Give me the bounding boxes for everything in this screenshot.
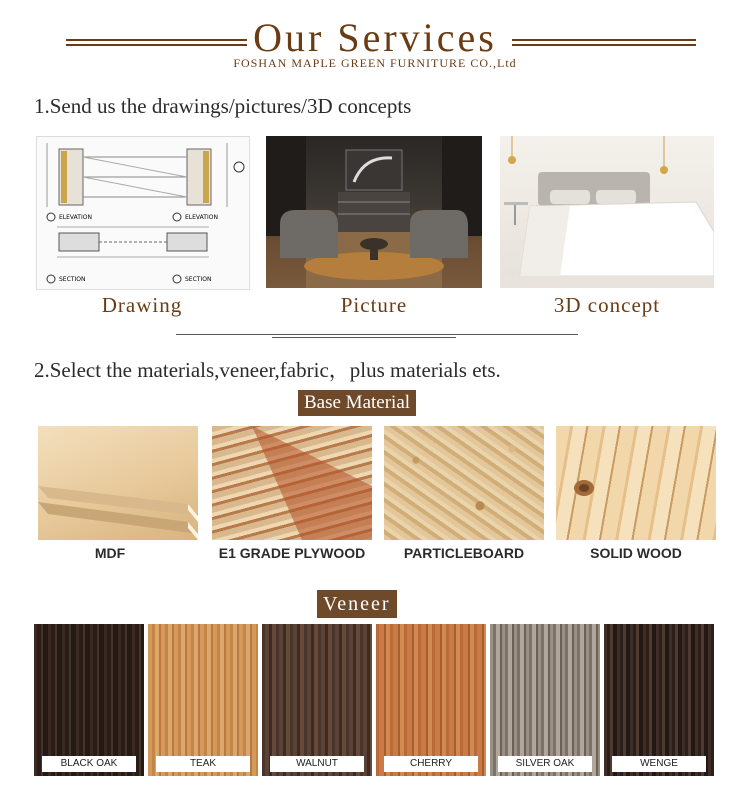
plywood-image [212, 426, 372, 540]
veneer-badge: Veneer [317, 590, 397, 618]
veneer-label-walnut: WALNUT [270, 756, 364, 772]
section-divider [176, 334, 578, 335]
material-label-solid-wood: SOLID WOOD [590, 545, 682, 561]
material-label-plywood: E1 GRADE PLYWOOD [218, 545, 366, 561]
solid-wood-image [556, 426, 716, 540]
company-name: FOSHAN MAPLE GREEN FURNITURE CO.,Ltd [233, 56, 517, 70]
veneer-cherry [376, 624, 486, 776]
solid-wood-knot [556, 426, 716, 540]
veneer-black-oak [34, 624, 144, 776]
concept-label-picture: Picture [340, 293, 408, 317]
veneer-label-wenge: WENGE [612, 756, 706, 772]
bedroom-scene [500, 136, 714, 288]
veneer-silver-oak [490, 624, 600, 776]
mdf-image [38, 426, 198, 540]
concept-label-drawing: Drawing [101, 293, 183, 317]
veneer-teak [148, 624, 258, 776]
material-label-particleboard: PARTICLEBOARD [403, 545, 525, 561]
bedroom-3d-render [500, 136, 714, 288]
page-title [0, 14, 750, 61]
page-title-text: Our Services [247, 15, 503, 60]
plywood-stack [212, 426, 372, 540]
veneer-label-silver-oak: SILVER OAK [498, 756, 592, 772]
elevation-label-1: ELEVATION [59, 214, 92, 221]
veneer-wenge [604, 624, 714, 776]
interior-picture [266, 136, 482, 288]
veneer-label-black-oak: BLACK OAK [42, 756, 136, 772]
drawing-sketch [37, 137, 249, 289]
mdf-boards [38, 426, 198, 540]
step1-heading: 1.Send us the drawings/pictures/3D concepts [34, 94, 412, 118]
interior-scene [266, 136, 482, 288]
step2-heading: 2.Select the materials,veneer,fabric，plus materials ets. [34, 358, 501, 382]
base-material-badge: Base Material [298, 390, 416, 416]
section-label-2: SECTION [185, 276, 212, 283]
particleboard-image [384, 426, 544, 540]
veneer-walnut [262, 624, 372, 776]
veneer-label-cherry: CHERRY [384, 756, 478, 772]
concept-label-3d: 3D concept [553, 293, 661, 317]
section-divider-short [272, 337, 456, 338]
veneer-label-teak: TEAK [156, 756, 250, 772]
drawing-image [36, 136, 250, 290]
section-label-1: SECTION [59, 276, 86, 283]
elevation-label-2: ELEVATION [185, 214, 218, 221]
header [0, 0, 750, 80]
material-label-mdf: MDF [94, 545, 126, 561]
